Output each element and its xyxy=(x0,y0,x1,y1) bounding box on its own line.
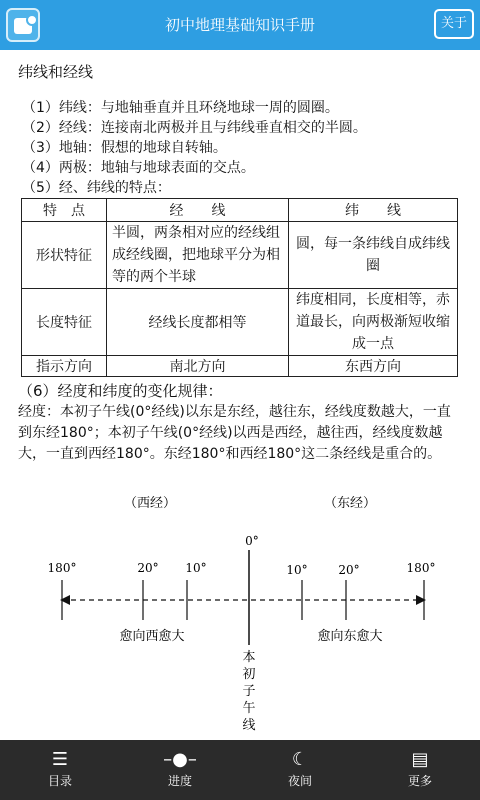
longitude-diagram xyxy=(0,485,480,735)
east-longitude-label: （东经） xyxy=(323,496,377,511)
title-bar xyxy=(0,0,480,50)
meridian-char: 本 xyxy=(242,650,256,665)
meridian-char: 线 xyxy=(242,718,256,733)
tick-label: 180° xyxy=(406,561,436,575)
zero-degree-label: 0° xyxy=(245,534,259,548)
definition-line: （3）地轴：假想的地球自转轴。 xyxy=(22,140,227,156)
progress-slider-icon: –●– xyxy=(163,749,197,770)
meridian-char: 初 xyxy=(242,667,256,682)
definition-line: （2）经线：连接南北两极并且与纬线垂直相交的半圆。 xyxy=(22,120,367,136)
nav-label: 更多 xyxy=(407,774,432,788)
features-table xyxy=(21,198,458,377)
meridian-char: 午 xyxy=(242,701,256,716)
tick-label: 180° xyxy=(47,561,77,575)
west-longitude-label: （西经） xyxy=(123,496,177,511)
definition-line: （1）纬线：与地轴垂直并且环绕地球一周的圆圈。 xyxy=(22,100,339,116)
list-icon: ☰ xyxy=(51,749,69,770)
west-caption: 愈向西愈大 xyxy=(119,629,185,644)
nav-label: 进度 xyxy=(167,774,192,788)
east-caption: 愈向东愈大 xyxy=(317,629,383,644)
nav-more[interactable] xyxy=(360,740,480,800)
table-cell: 半圆，两条相对应的经线组成经线圈，把地球平分为相等的两个半球 xyxy=(107,222,289,289)
definition-line: （4）两极：地轴与地球表面的交点。 xyxy=(22,160,255,176)
tick-label: 10° xyxy=(286,563,308,577)
rule-title: （6）经度和纬度的变化规律： xyxy=(18,382,223,400)
table-cell: 东西方向 xyxy=(289,356,458,377)
meridian-char: 子 xyxy=(242,684,256,699)
table-cell: 经线长度都相等 xyxy=(107,289,289,356)
document-icon: ▤ xyxy=(411,749,429,770)
table-header: 纬 线 xyxy=(289,199,458,222)
rule-paragraph: 经度：本初子午线(0°经线)以东是东经，越往东，经线度数越大，一直到东经180°；本初子午线(0°经线)以西是西经，越往西，经线度数越大，一直到西经180°。东经180°和西经180°这二条经线是重合的。 xyxy=(18,404,451,462)
table-cell: 圆，每一条纬线自成纬线圈 xyxy=(289,222,458,289)
nav-label: 目录 xyxy=(47,774,72,788)
page-title: 初中地理基础知识手册 xyxy=(164,16,315,34)
moon-icon: ☾ xyxy=(291,749,309,770)
bottom-navigation xyxy=(0,740,480,800)
article-heading: 纬线和经线 xyxy=(18,63,94,81)
table-cell: 形状特征 xyxy=(22,222,107,289)
nav-contents[interactable] xyxy=(0,740,120,800)
tick-label: 20° xyxy=(137,561,159,575)
table-cell: 长度特征 xyxy=(22,289,107,356)
tick-label: 10° xyxy=(185,561,207,575)
tick-label: 20° xyxy=(338,563,360,577)
about-button[interactable]: 关于 xyxy=(434,9,474,39)
table-cell: 南北方向 xyxy=(107,356,289,377)
nav-label: 夜间 xyxy=(287,774,312,788)
table-cell: 纬度相同，长度相等，赤道最长，向两极渐短收缩成一点 xyxy=(289,289,458,356)
nav-night-mode[interactable] xyxy=(240,740,360,800)
definition-line: （5）经、纬线的特点： xyxy=(22,180,171,196)
table-header: 经 线 xyxy=(107,199,289,222)
nav-progress[interactable] xyxy=(120,740,240,800)
table-cell: 指示方向 xyxy=(22,356,107,377)
table-header: 特 点 xyxy=(22,199,107,222)
